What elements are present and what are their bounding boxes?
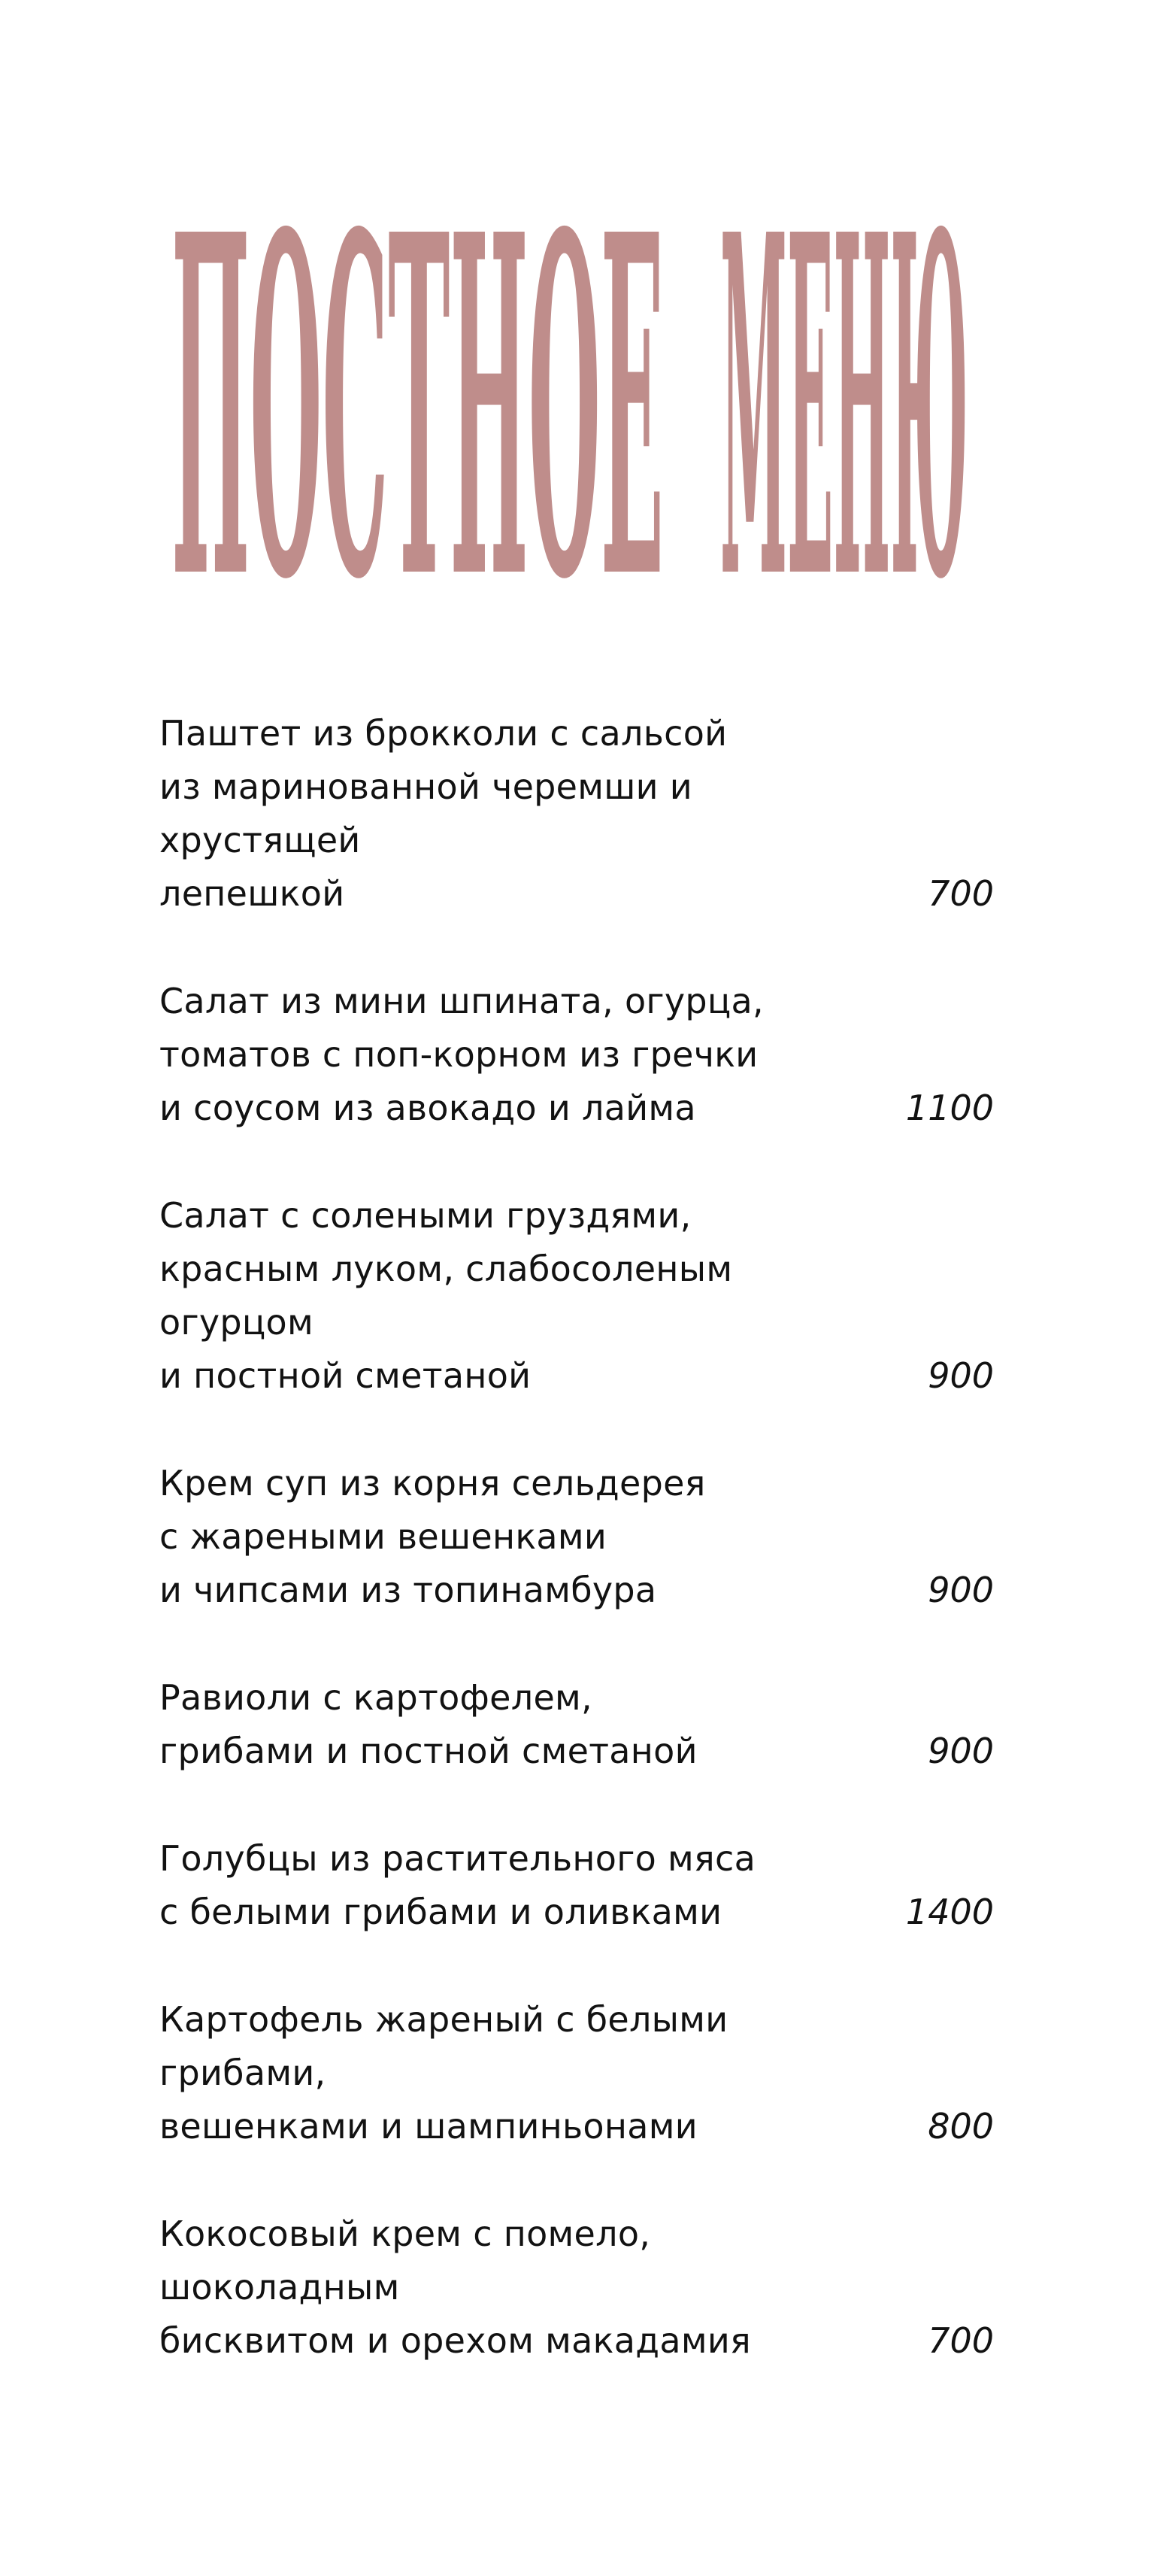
title-word-menu-text: МЕНЮ — [720, 181, 968, 632]
menu-item-name: Голубцы из растительного мяса с белыми грибами и оливками — [159, 1838, 756, 1932]
menu-item-price: 1400 — [905, 1892, 994, 1932]
menu-item-name: Салат из мини шпината, огурца, томатов с поп-корном из гречки и соусом из авокадо и лайма — [159, 981, 764, 1128]
menu-item-price: 800 — [928, 2106, 994, 2147]
title-word-lenten — [171, 181, 664, 632]
menu-item-name: Кокосовый крем с помело, шоколадным бисквитом и орехом макадамия — [159, 2213, 751, 2361]
menu-item-price: 900 — [928, 1570, 994, 1610]
menu-item — [159, 975, 994, 1135]
menu-item-price: 700 — [928, 873, 994, 914]
menu-item — [159, 2207, 994, 2368]
menu-item — [159, 1832, 994, 1939]
title-word-lenten-text: ПОСТНОЕ — [171, 181, 664, 632]
menu-item-name: Паштет из брокколи с сальсой из маринованной черемши и хрустящей лепешкой — [159, 713, 728, 914]
title-word-menu — [720, 181, 968, 632]
menu-item-name: Салат с солеными груздями, красным луком, слабосоленым огурцом и постной сметаной — [159, 1195, 733, 1396]
menu-item — [159, 1189, 994, 1403]
page-title — [171, 181, 968, 632]
menu-item-price: 900 — [928, 1355, 994, 1396]
menu-item — [159, 1457, 994, 1617]
menu-item — [159, 1993, 994, 2153]
menu-item — [159, 1671, 994, 1778]
menu-item-price: 900 — [928, 1731, 994, 1771]
menu-item-price: 1100 — [905, 1088, 994, 1128]
menu-list — [159, 707, 994, 2368]
menu-item-name: Равиоли с картофелем, грибами и постной сметаной — [159, 1677, 698, 1771]
title-word-lenten-svg — [171, 181, 664, 632]
menu-item-name: Крем суп из корня сельдерея с жареными вешенками и чипсами из топинамбура — [159, 1463, 706, 1610]
menu-item-name: Картофель жареный с белыми грибами, вешенками и шампиньонами — [159, 1999, 728, 2147]
menu-item — [159, 707, 994, 921]
menu-item-price: 700 — [928, 2320, 994, 2361]
title-word-menu-svg — [720, 181, 968, 632]
